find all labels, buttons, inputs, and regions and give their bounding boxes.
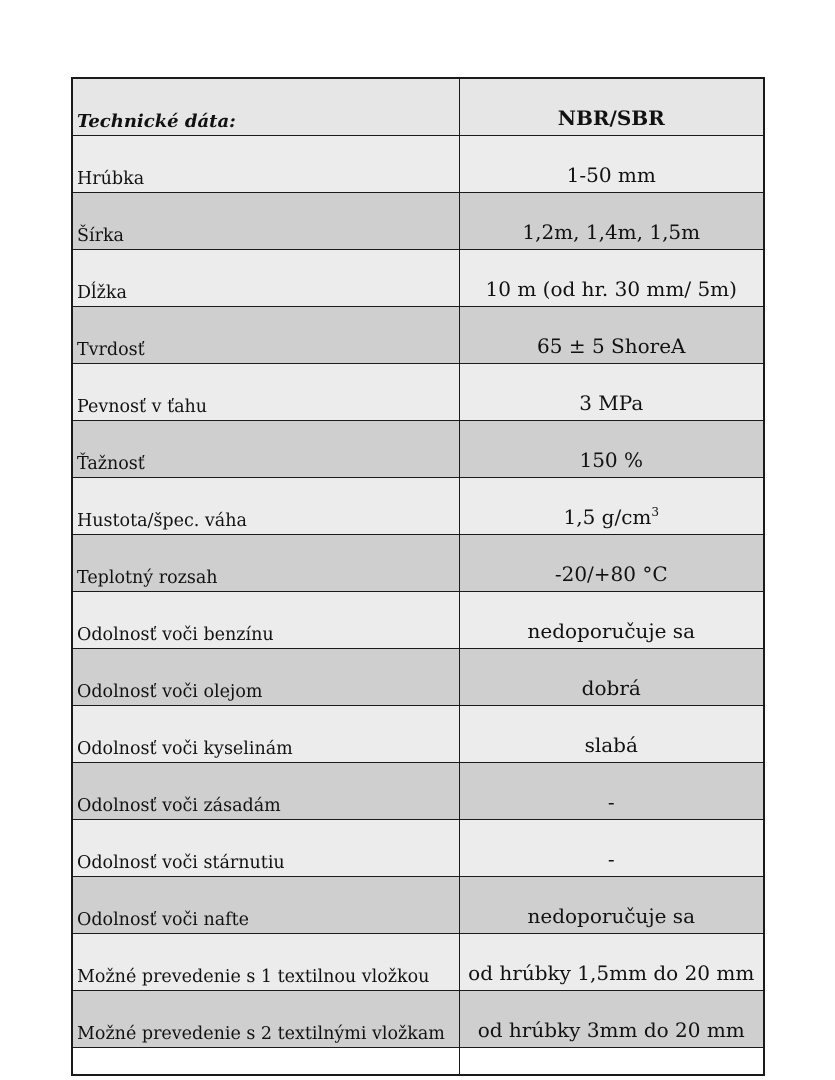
row-label: Ťažnosť xyxy=(72,421,459,478)
row-value: 65 ± 5 ShoreA xyxy=(459,307,764,364)
table-row xyxy=(72,649,764,706)
row-value: dobrá xyxy=(459,649,764,706)
row-label: Odolnosť voči olejom xyxy=(72,649,459,706)
row-label: Hrúbka xyxy=(72,136,459,193)
row-label: Odolnosť voči benzínu xyxy=(72,592,459,649)
table-row xyxy=(72,706,764,763)
row-label: Tvrdosť xyxy=(72,307,459,364)
table-header-row xyxy=(72,78,764,136)
row-label: Možné prevedenie s 2 textilnými vložkam xyxy=(72,991,459,1048)
row-value: 1,2m, 1,4m, 1,5m xyxy=(459,193,764,250)
table-row xyxy=(72,991,764,1048)
table-row xyxy=(72,877,764,934)
technical-data-table xyxy=(71,77,765,1076)
table-row xyxy=(72,250,764,307)
row-label: Odolnosť voči nafte xyxy=(72,877,459,934)
table-row xyxy=(72,763,764,820)
row-label: Odolnosť voči stárnutiu xyxy=(72,820,459,877)
empty-table-row xyxy=(72,1048,764,1076)
row-value: od hrúbky 3mm do 20 mm xyxy=(459,991,764,1048)
row-value: od hrúbky 1,5mm do 20 mm xyxy=(459,934,764,991)
table-row xyxy=(72,364,764,421)
row-label: Šírka xyxy=(72,193,459,250)
row-label: Teplotný rozsah xyxy=(72,535,459,592)
row-value: nedoporučuje sa xyxy=(459,592,764,649)
row-label: Odolnosť voči zásadám xyxy=(72,763,459,820)
header-label: Technické dáta: xyxy=(72,78,459,136)
row-label: Hustota/špec. váha xyxy=(72,478,459,535)
row-label: Dĺžka xyxy=(72,250,459,307)
row-label: Pevnosť v ťahu xyxy=(72,364,459,421)
row-value xyxy=(459,478,764,535)
table-row xyxy=(72,592,764,649)
table-row xyxy=(72,820,764,877)
table-row xyxy=(72,535,764,592)
empty-cell xyxy=(72,1048,459,1076)
empty-cell xyxy=(459,1048,764,1076)
row-value: 10 m (od hr. 30 mm/ 5m) xyxy=(459,250,764,307)
header-value: NBR/SBR xyxy=(459,78,764,136)
table-row xyxy=(72,934,764,991)
table-row xyxy=(72,193,764,250)
row-value: 3 MPa xyxy=(459,364,764,421)
row-value: - xyxy=(459,763,764,820)
row-value: slabá xyxy=(459,706,764,763)
row-value: 1-50 mm xyxy=(459,136,764,193)
row-value: 150 % xyxy=(459,421,764,478)
density-value: 1,5 g/cm xyxy=(563,505,652,529)
row-label: Možné prevedenie s 1 textilnou vložkou xyxy=(72,934,459,991)
density-superscript: 3 xyxy=(651,505,659,519)
table-row xyxy=(72,307,764,364)
row-value: - xyxy=(459,820,764,877)
table-row xyxy=(72,478,764,535)
row-value: -20/+80 °C xyxy=(459,535,764,592)
table-row xyxy=(72,136,764,193)
row-label: Odolnosť voči kyselinám xyxy=(72,706,459,763)
row-value: nedoporučuje sa xyxy=(459,877,764,934)
table-row xyxy=(72,421,764,478)
